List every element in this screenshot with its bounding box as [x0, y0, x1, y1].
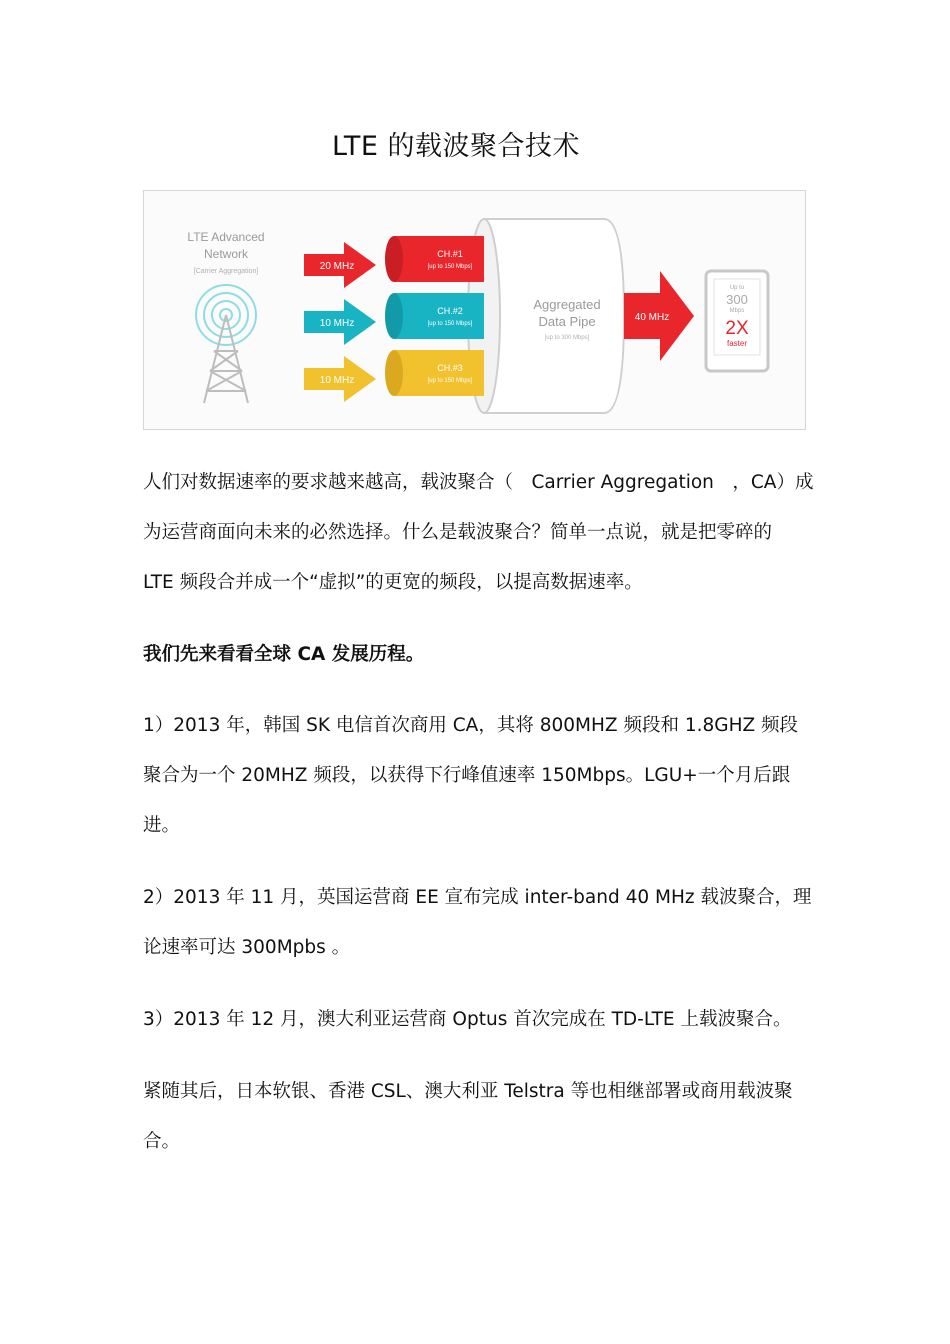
text-line: 进。	[143, 815, 181, 836]
arrow-20mhz	[304, 242, 376, 288]
phone-icon	[706, 271, 768, 371]
network-label-1: LTE Advanced	[187, 230, 265, 244]
text-line: 我们先来看看全球 CA 发展历程。	[143, 644, 425, 665]
text-line: 紧随其后，日本软银、香港 CSL、澳大利亚 Telstra 等也相继部署或商用载波聚	[143, 1081, 793, 1102]
text-line: 1）2013 年，韩国 SK 电信首次商用 CA，其将 800MHZ 频段和 1.8GHZ 频段	[143, 715, 799, 736]
text-line: 合。	[143, 1131, 181, 1152]
arrow-10mhz-b	[304, 356, 376, 402]
network-label-3: [Carrier Aggregation]	[193, 268, 259, 275]
carrier-aggregation-diagram	[144, 191, 805, 429]
text-line: 3）2013 年 12 月，澳大利亚运营商 Optus 首次完成在 TD-LTE 上载波聚合。	[143, 1009, 792, 1030]
carrier-aggregation-figure	[143, 190, 806, 430]
arrow-label-1: 20 MHz	[319, 261, 355, 272]
channel-2-rate: [up to 150 Mbps]	[427, 321, 473, 327]
pipe-label-1: Aggregated	[533, 297, 601, 312]
channel-3-rate: [up to 150 Mbps]	[427, 378, 473, 384]
arrow-10mhz-a	[304, 299, 376, 345]
phone-upto: Up to	[729, 285, 745, 291]
phone-unit: Mbps	[729, 308, 745, 314]
page-title: LTE 的载波聚合技术	[332, 131, 580, 163]
out-arrow-label: 40 MHz	[634, 312, 670, 323]
channel-2-name: CH.#2	[437, 306, 463, 316]
text-line: 为运营商面向未来的必然选择。什么是载波聚合？简单一点说，就是把零碎的	[143, 522, 773, 543]
phone-value: 300	[726, 292, 748, 307]
channel-3-name: CH.#3	[437, 363, 463, 373]
arrow-label-2: 10 MHz	[319, 318, 355, 329]
channel-2	[385, 293, 484, 339]
aggregated-pipe	[468, 219, 624, 413]
text-line: 2）2013 年 11 月，英国运营商 EE 宣布完成 inter-band 40 MHz 载波聚合，理	[143, 887, 812, 908]
phone-mult: 2X	[725, 318, 749, 339]
text-line: 人们对数据速率的要求越来越高，载波聚合（ Carrier Aggregation ，CA）成	[143, 472, 814, 493]
arrow-label-3: 10 MHz	[319, 375, 355, 386]
arrow-40mhz	[624, 271, 694, 361]
text-line: 聚合为一个 20MHZ 频段，以获得下行峰值速率 150Mbps。LGU+一个月后跟	[143, 765, 791, 786]
text-line: 论速率可达 300Mpbs 。	[143, 937, 351, 958]
phone-faster: faster	[726, 339, 748, 348]
channel-1	[385, 236, 484, 282]
pipe-label-3: [up to 300 Mbps]	[544, 335, 590, 341]
channel-3	[385, 350, 484, 396]
network-label-2: Network	[203, 247, 249, 261]
cell-tower-icon	[196, 285, 256, 403]
pipe-label-2: Data Pipe	[538, 314, 596, 329]
text-line: LTE 频段合并成一个“虚拟”的更宽的频段，以提高数据速率。	[143, 572, 643, 593]
channel-1-rate: [up to 150 Mbps]	[427, 264, 473, 270]
channel-1-name: CH.#1	[437, 249, 463, 259]
